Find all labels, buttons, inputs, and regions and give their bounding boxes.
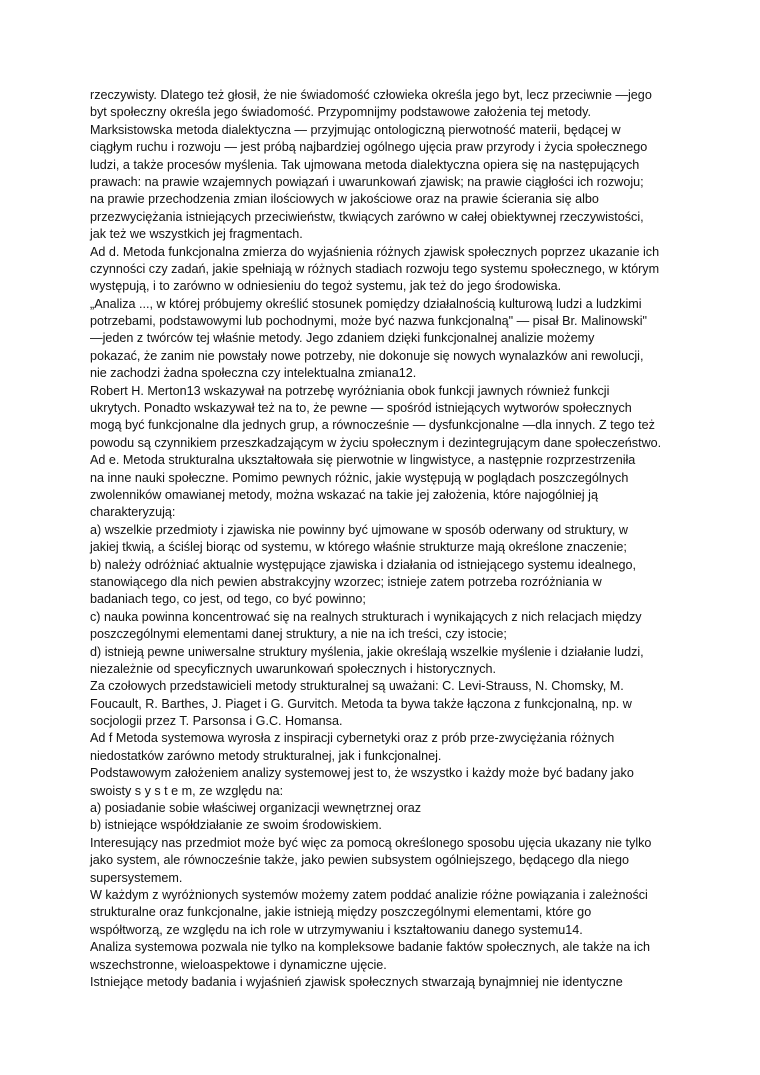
text-line: nie zachodzi żadna społeczna czy intelektualna zmiana12. [90, 366, 417, 381]
text-line: wszechstronne, wieloaspektowe i dynamiczne ujęcie. [90, 957, 387, 972]
text-line: Robert H. Merton13 wskazywał na potrzebę wyróżniania obok funkcji jawnych również funkcji [90, 383, 610, 398]
text-line: prawach: na prawie wzajemnych powiązań i uwarunkowań zjawisk; na prawie ciągłości ich rozwoju; [90, 174, 644, 189]
text-line: „Analiza ..., w której próbujemy określić stosunek pomiędzy działalnością kulturową ludzi a ludzkimi [90, 296, 642, 311]
text-line: jakiej tkwią, a ściślej biorąc od systemu, w którego właśnie strukturze mają określone znaczenie; [90, 540, 627, 555]
text-line: Ad e. Metoda strukturalna ukształtowała się pierwotnie w lingwistyce, a następnie rozprzestrzeniła [90, 453, 636, 468]
text-line: charakteryzują: [90, 505, 176, 520]
text-line: współtworzą, ze względu na ich role w utrzymywaniu i kształtowaniu danego systemu14. [90, 922, 583, 937]
text-line: niedostatków zarówno metody strukturalnej, jak i funkcjonalnej. [90, 748, 442, 763]
text-line: jak też we wszystkich jej fragmentach. [90, 227, 303, 242]
text-line: Podstawowym założeniem analizy systemowej jest to, że wszystko i każdy może być badany jako [90, 766, 634, 781]
text-line: Ad f Metoda systemowa wyrosła z inspiracji cybernetyki oraz z prób prze-zwyciężania różnych [90, 731, 615, 746]
text-line: zwolenników omawianej metody, można wskazać na takie jej założenia, które najogólniej ją [90, 487, 598, 502]
text-line: d) istnieją pewne uniwersalne struktury myślenia, jakie określają wszelkie myślenie i działanie ludzi, [90, 644, 644, 659]
text-line: przezwyciężania istniejących przeciwieństw, tkwiących zarówno w całej obiektywnej rzeczywistości, [90, 209, 644, 224]
text-line: b) należy odróżniać aktualnie występujące zjawiska i działania od istniejącego systemu idealnego, [90, 557, 637, 572]
text-line: Analiza systemowa pozwala nie tylko na kompleksowe badanie faktów społecznych, ale także na ich [90, 940, 651, 955]
text-line: byt społeczny określa jego świadomość. Przypomnijmy podstawowe założenia tej metody. [90, 105, 591, 120]
text-line [90, 991, 682, 1008]
text-line: na inne nauki społeczne. Pomimo pewnych różnic, jakie występują w poglądach poszczególnych [90, 470, 629, 485]
text-line: ukrytych. Ponadto wskazywał też na to, że pewne — spośród istniejących wytworów społecznych [90, 401, 632, 416]
text-line: stanowiącego dla nich pewien abstrakcyjny wzorzec; istnieje zatem potrzeba rozróżniania w [90, 574, 602, 589]
text-line: jako system, ale równocześnie także, jako pewien subsystem ogólniejszego, będącego dla niego [90, 853, 630, 868]
text-line: swoisty s y s t e m, ze względu na: [90, 783, 284, 798]
text-line: b) istniejące współdziałanie ze swoim środowiskiem. [90, 818, 382, 833]
text-line: —jeden z twórców tej właśnie metody. Jego zdaniem dzięki funkcjonalnej analizie możemy [90, 331, 595, 346]
text-line: powodu są czynnikiem przeszkadzającym w życiu społecznym i dezintegrującym dane społeczeństwo. [90, 435, 662, 450]
text-line: strukturalne oraz funkcjonalne, jakie istnieją między poszczególnymi elementami, które go [90, 905, 592, 920]
text-line: potrzebami, podstawowymi lub pochodnymi, może być nazwa funkcjonalną" — pisał Br. Malinowski" [90, 314, 648, 329]
body-text [90, 87, 682, 1009]
text-line: Ad d. Metoda funkcjonalna zmierza do wyjaśnienia różnych zjawisk społecznych poprzez ukazanie ich [90, 244, 660, 259]
text-line: niezależnie od specyficznych uwarunkowań społecznych i historycznych. [90, 661, 497, 676]
text-line: ludzi, a także procesów myślenia. Tak ujmowana metoda dialektyczna opiera się na następujących [90, 157, 640, 172]
text-line: Marksistowska metoda dialektyczna — przyjmując ontologiczną pierwotność materii, będącej w [90, 122, 621, 137]
text-line: pokazać, że zanim nie powstały nowe potrzeby, nie dokonuje się nowych wynalazków ani rewolucji, [90, 348, 644, 363]
text-line: Interesujący nas przedmiot może być więc za pomocą określonego sposobu ujęcia ukazany nie tylko [90, 835, 652, 850]
text-line: supersystemem. [90, 870, 183, 885]
text-line: socjologii przez T. Parsonsa i G.C. Homansa. [90, 714, 343, 729]
text-line: W każdym z wyróżnionych systemów możemy zatem poddać analizie różne powiązania i zależności [90, 887, 648, 902]
text-line: rzeczywisty. Dlatego też głosił, że nie świadomość człowieka określa jego byt, lecz przeciwnie —jego [90, 88, 652, 102]
text-line: a) posiadanie sobie właściwej organizacji wewnętrznej oraz [90, 801, 422, 816]
text-line: czynności czy zadań, jakie spełniają w różnych stadiach rozwoju tego systemu społecznego, w którym [90, 261, 660, 276]
text-line: badaniach tego, co jest, od tego, co być powinno; [90, 592, 366, 607]
text-line: poszczególnymi elementami danej struktury, a nie na ich treści, czy istocie; [90, 627, 507, 642]
text-line: Istniejące metody badania i wyjaśnień zjawisk społecznych stwarzają bynajmniej nie identyczne [90, 974, 623, 989]
text-line: c) nauka powinna koncentrować się na realnych strukturach i wynikających z nich relacjach między [90, 609, 642, 624]
text-line: mogą być funkcjonalne dla jednych grup, a równocześnie — dysfunkcjonalne —dla innych. Z tego też [90, 418, 655, 433]
text-line: na prawie przechodzenia zmian ilościowych w jakościowe oraz na prawie ścierania się albo [90, 192, 599, 207]
text-line: Za czołowych przedstawicieli metody strukturalnej są uważani: C. Levi-Strauss, N. Chomsky, M. [90, 679, 624, 694]
text-line: występują, i to zarówno w odniesieniu do tegoż systemu, jak też do jego środowiska. [90, 279, 562, 294]
text-line: a) wszelkie przedmioty i zjawiska nie powinny być ujmowane w sposób oderwany od struktury, w [90, 522, 629, 537]
text-line: ciągłym ruchu i rozwoju — jest próbą najbardziej ogólnego ujęcia praw przyrody i życia społecznego [90, 140, 648, 155]
text-line: Foucault, R. Barthes, J. Piaget i G. Gurvitch. Metoda ta bywa także łączona z funkcjonalną, np. w [90, 696, 632, 711]
